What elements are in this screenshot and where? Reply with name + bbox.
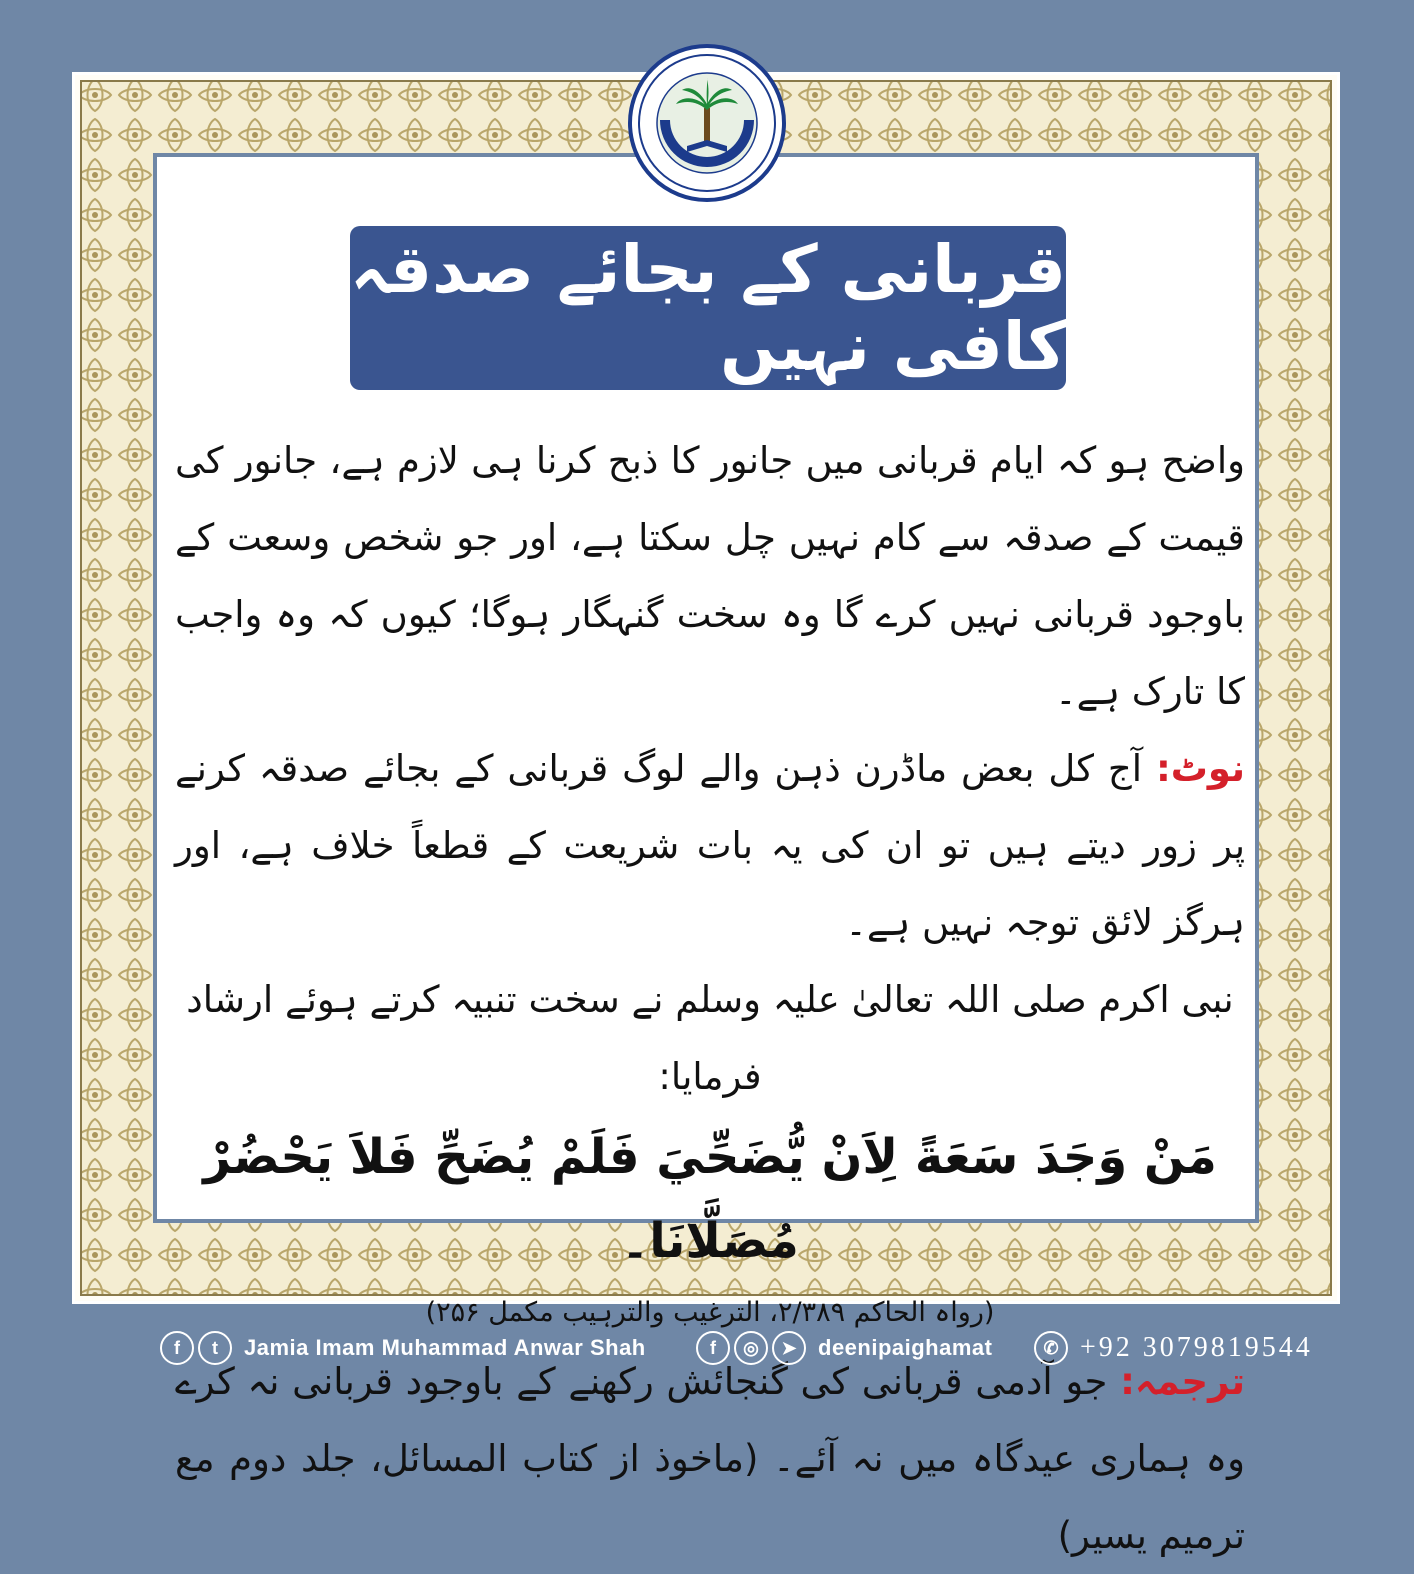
facebook-icon[interactable]: f: [160, 1331, 194, 1365]
hadith-text: مَنْ وَجَدَ سَعَةً لِاَنْ يُّضَحِّيَ فَلَمْ يُضَحِّ فَلاَ يَحْضُرْ مُصَلَّانَا۔: [203, 1129, 1217, 1269]
telegram-icon[interactable]: ➤: [772, 1331, 806, 1365]
footer-org[interactable]: [160, 1326, 646, 1370]
page-title: قربانی کے بجائے صدقہ کافی نہیں: [350, 231, 1066, 385]
note-label: نوٹ:: [1155, 747, 1246, 790]
prophet-intro: نبی اکرم صلی اللہ تعالیٰ علیہ وسلم نے سخت تنبیہ کرتے ہوئے ارشاد فرمایا:: [186, 978, 1234, 1098]
translation-text: جو آدمی قربانی کی گنجائش رکھنے کے باوجود قربانی نہ کرے وہ ہماری عیدگاہ میں نہ آئے۔ (ماخوذ از کتاب المسائل، جلد دوم مع ترمیم یسیر): [175, 1360, 1245, 1557]
footer-phone[interactable]: [1034, 1326, 1313, 1370]
paragraph-note: [175, 730, 1245, 961]
hadith-reference: (رواہ الحاکم ۲/۳۸۹، الترغیب والترہیب مکمل ۲۵۶): [425, 1297, 995, 1328]
twitter-icon[interactable]: t: [198, 1331, 232, 1365]
facebook-icon[interactable]: f: [696, 1331, 730, 1365]
footer-bar: [0, 1318, 1414, 1378]
palm-trunk-icon: [704, 108, 710, 144]
footer-handle[interactable]: [696, 1326, 992, 1370]
article-body: [175, 422, 1245, 1574]
phone-number: +92 3079819544: [1080, 1332, 1313, 1363]
org-name: Jamia Imam Muhammad Anwar Shah: [244, 1335, 646, 1360]
whatsapp-icon[interactable]: ✆: [1034, 1331, 1068, 1365]
social-handle: deenipaighamat: [818, 1335, 993, 1360]
jamia-logo: [628, 44, 786, 202]
note-text: آج کل بعض ماڈرن ذہن والے لوگ قربانی کے بجائے صدقہ کرنے پر زور دیتے ہیں تو ان کی یہ بات شریعت کے قطعاً خلاف ہے، اور ہرگز لائق توجہ نہیں ہے۔: [175, 747, 1245, 944]
translation-label: ترجمہ:: [1120, 1360, 1245, 1403]
title-banner: [350, 226, 1066, 390]
instagram-icon[interactable]: ◎: [734, 1331, 768, 1365]
paragraph-intro: واضح ہو کہ ایام قربانی میں جانور کا ذبح کرنا ہی لازم ہے، جانور کی قیمت کے صدقہ سے کام نہیں چل سکتا ہے، اور جو شخص وسعت کے باوجود قربانی نہیں کرے گا وہ سخت گنہگار ہوگا؛ کیوں کہ وہ واجب کا تارک ہے۔: [175, 439, 1245, 713]
